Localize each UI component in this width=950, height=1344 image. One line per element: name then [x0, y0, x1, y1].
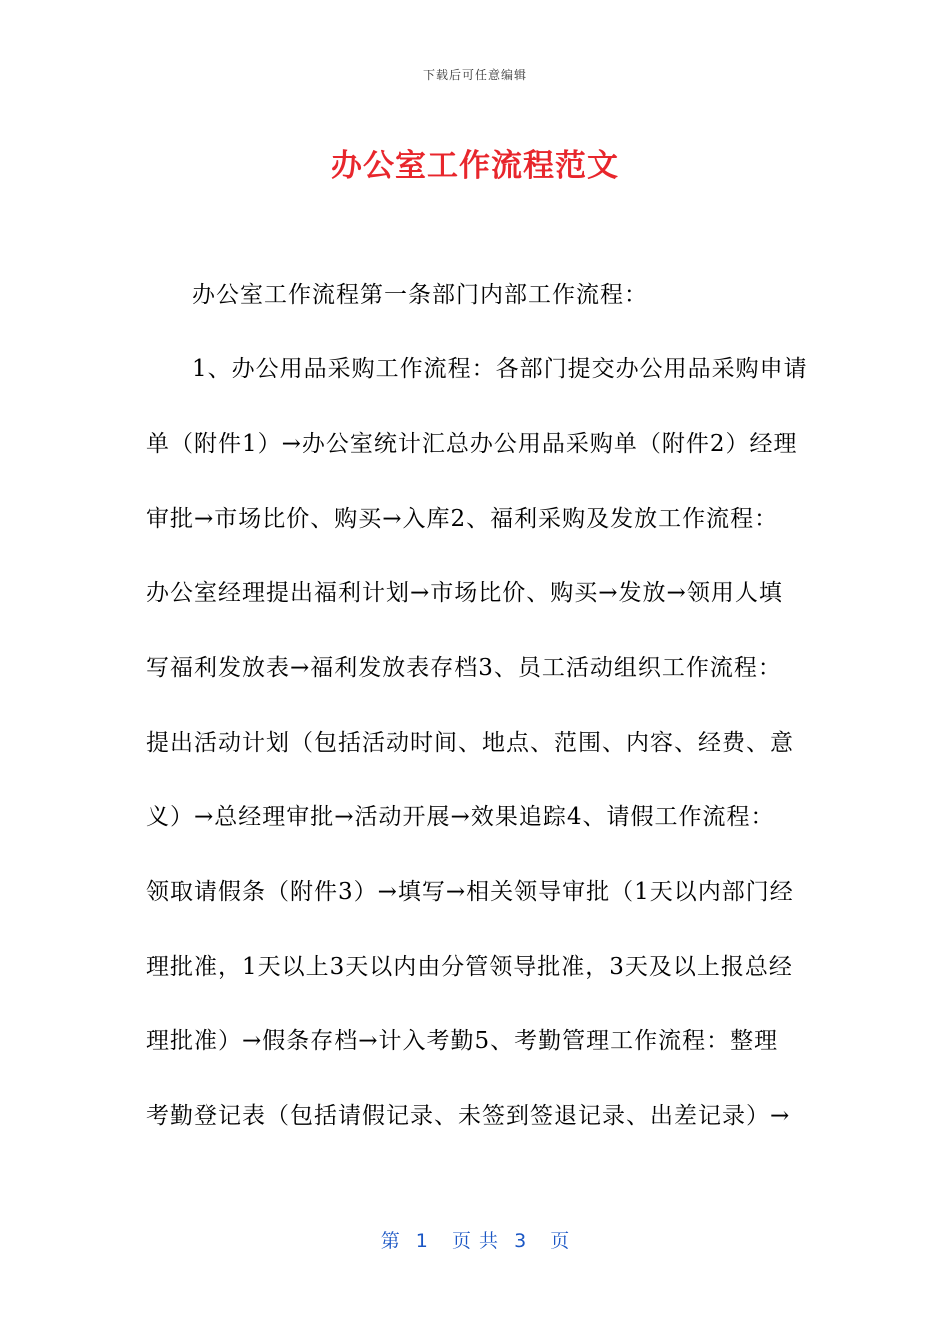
paragraph-line: 领取请假条（附件3）→填写→相关领导审批（1天以内部门经 — [146, 879, 794, 905]
paragraph-line: 审批→市场比价、购买→入库2、福利采购及发放工作流程： — [146, 506, 779, 532]
paragraph-line: 提出活动计划（包括活动时间、地点、范围、内容、经费、意 — [146, 730, 794, 756]
paragraph-line: 考勤登记表（包括请假记录、未签到签退记录、出差记录）→ — [146, 1103, 791, 1129]
paragraph-line: 义）→总经理审批→活动开展→效果追踪4、请假工作流程： — [146, 804, 775, 830]
paragraph-line: 写福利发放表→福利发放表存档3、员工活动组织工作流程： — [146, 655, 782, 681]
paragraph-line: 理批准，1天以上3天以内由分管领导批准，3天及以上报总经 — [146, 954, 793, 980]
paragraph-line: 办公室经理提出福利计划→市场比价、购买→发放→领用人填 — [146, 580, 783, 606]
document-title: 办公室工作流程范文 — [331, 148, 619, 184]
paragraph-line: 办公室工作流程第一条部门内部工作流程： — [192, 282, 648, 308]
header-note: 下载后可任意编辑 — [422, 68, 527, 82]
page-number-footer: 第 1 页 共 3 页 — [380, 1230, 570, 1252]
paragraph-line: 理批准）→假条存档→计入考勤5、考勤管理工作流程：整理 — [146, 1028, 779, 1054]
paragraph-line: 单（附件1）→办公室统计汇总办公用品采购单（附件2）经理 — [146, 431, 798, 457]
paragraph-line: 1、办公用品采购工作流程：各部门提交办公用品采购申请 — [192, 356, 808, 382]
